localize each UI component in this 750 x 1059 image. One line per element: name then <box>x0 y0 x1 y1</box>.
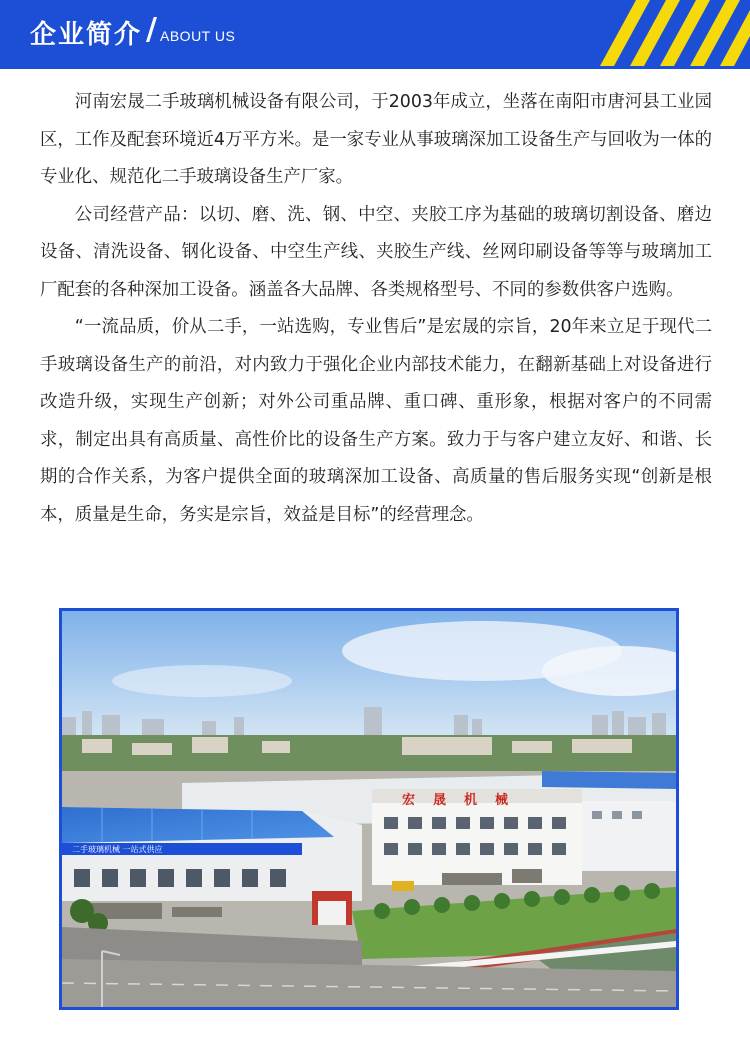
section-title: 企业简介 <box>30 20 143 50</box>
intro-paragraph-2: 公司经营产品：以切、磨、洗、钢、中空、夹胶工序为基础的玻璃切割设备、磨边设备、清洗设备、钢化设备、中空生产线、夹胶生产线、丝网印刷设备等等与玻璃加工厂配套的各种深加工设备。涵盖各大品牌、各类规格型号、不同的参数供客户选购。 <box>40 204 712 300</box>
company-intro <box>40 84 712 534</box>
intro-paragraph-1: 河南宏晟二手玻璃机械设备有限公司，于2003年成立，坐落在南阳市唐河县工业园区，工作及配套环境近4万平方米。是一家专业从事玻璃深加工设备生产与回收为一体的专业化、规范化二手玻璃设备生产厂家。 <box>40 92 712 187</box>
building-sign: 宏晟机械 <box>402 793 527 808</box>
factory-aerial-photo <box>59 608 679 1010</box>
factory-illustration <box>62 611 676 1007</box>
workshop-banner: 二手玻璃机械 一站式供应 <box>72 845 163 854</box>
section-subtitle: ABOUT US <box>160 28 236 44</box>
title-divider: / <box>146 12 157 47</box>
decorative-stripes-icon <box>580 0 750 66</box>
section-header <box>0 0 750 66</box>
header-underline <box>0 66 750 69</box>
intro-paragraph-3: “一流品质，价从二手，一站选购，专业售后”是宏晟的宗旨，20年来立足于现代二手玻璃设备生产的前沿，对内致力于强化企业内部技术能力，在翻新基础上对设备进行改造升级，实现生产创新；对外公司重品牌、重口碑、重形象，根据对客户的不同需求，制定出具有高质量、高性价比的设备生产方案。致力于与客户建立友好、和谐、长期的合作关系，为客户提供全面的玻璃深加工设备、高质量的售后服务实现“创新是根本，质量是生命，务实是宗旨，效益是目标”的经营理念。 <box>40 317 712 525</box>
